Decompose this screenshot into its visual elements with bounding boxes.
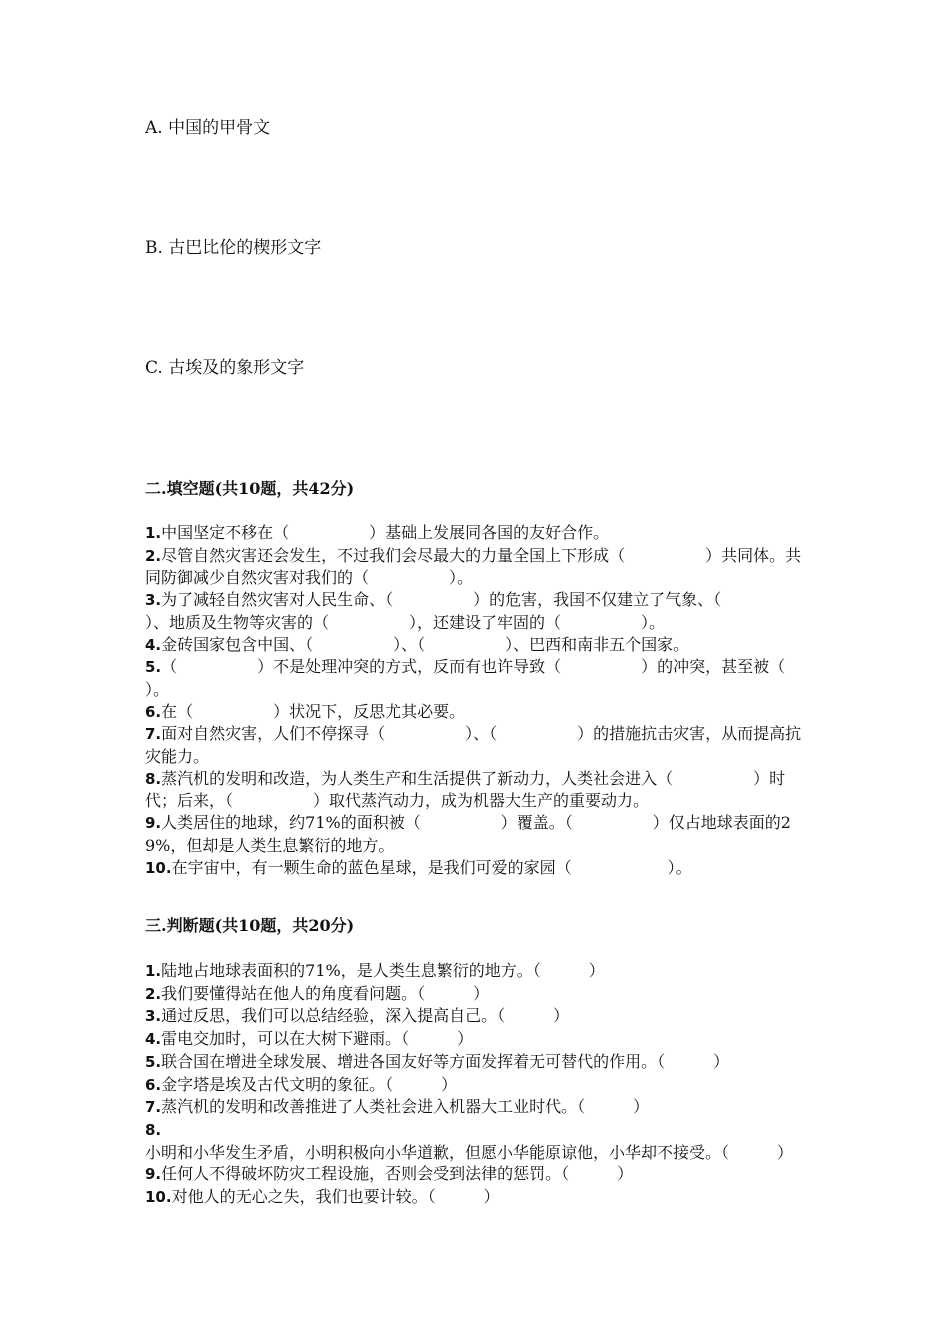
question-number: 7. [145,1098,162,1117]
question-number: 2. [145,546,162,565]
question-number: 5. [145,658,162,677]
true-false-question [145,960,805,983]
question-number: 8. [145,1120,162,1139]
question-text: 尽管自然灾害还会发生，不过我们会尽最大的力量全国上下形成（ ）共同体。共同防御减少自然灾害对我们的（ ）。 [145,545,802,588]
fill-blank-question [145,812,805,856]
fill-blank-question [145,656,866,700]
question-text: 为了减轻自然灾害对人民生命、（ ）的危害，我国不仅建立了气象、（ ）、地质及生物等灾害的（ ），还建设了牢固的（ ）。 [145,590,802,632]
question-number: 6. [145,1075,162,1094]
question-text: 人类居住的地球，约71%的面积被（ ）覆盖。（ ）仅占地球表面的29%，但却是人类生息繁衍的地方。 [145,813,791,855]
question-number: 9. [145,1165,162,1184]
true-false-question [145,1074,805,1097]
question-number: 7. [145,725,162,744]
true-false-question [145,1186,805,1209]
question-text: 联合国在增进全球发展、增进各国友好等方面发挥着无可替代的作用。（ ） [161,1051,730,1071]
true-false-question-list [145,960,805,1209]
question-text: 在（ ）状况下，反思尤其必要。 [161,701,466,721]
question-text: 任何人不得破坏防灾工程设施，否则会受到法律的惩罚。（ ） [161,1164,634,1184]
option-a: A. 中国的甲骨文 [145,118,271,138]
fill-blank-question [145,589,805,633]
question-number: 10. [145,858,172,877]
question-text: 小明和小华发生矛盾，小明积极向小华道歉，但愿小华能原谅他，小华却不接受。（ ） [145,1142,794,1162]
question-number: 5. [145,1052,162,1071]
question-number: 1. [145,962,162,980]
fill-blank-question [145,723,805,767]
question-text: 中国坚定不移在（ ）基础上发展同各国的友好合作。 [161,523,610,542]
fill-blank-question [145,634,805,657]
fill-blank-question [145,522,805,545]
option-c: C. 古埃及的象形文字 [145,358,305,378]
question-number: 8. [145,769,162,788]
question-text: 在宇宙中，有一颗生命的蓝色星球，是我们可爱的家园（ ）。 [171,857,692,877]
section-2-title: 二.填空题(共10题，共42分) [145,479,355,498]
fill-blank-question [145,768,805,812]
question-number: 3. [145,1007,162,1026]
true-false-question [145,1163,805,1186]
fill-blank-question [145,857,805,880]
question-text: 面对自然灾害，人们不停探寻（ ）、（ ）的措施抗击灾害，从而提高抗灾能力。 [145,724,802,767]
question-text: 通过反思，我们可以总结经验，深入提高自己。（ ） [161,1006,570,1026]
question-number: 2. [145,984,162,1003]
section-3-title: 三.判断题(共10题，共20分) [145,916,355,935]
question-text: 对他人的无心之失，我们也要计较。（ ） [171,1187,500,1207]
question-text: 蒸汽机的发明和改善推进了人类社会进入机器大工业时代。（ ） [161,1097,650,1117]
question-number: 1. [145,524,162,542]
question-text: 蒸汽机的发明和改造，为人类生产和生活提供了新动力，人类社会进入（ ）时代；后来，（ ）取代蒸汽动力，成为机器大生产的重要动力。 [145,768,786,811]
question-number: 4. [145,635,162,654]
true-false-question [145,1051,805,1074]
true-false-question [145,1096,805,1119]
question-text: 陆地占地球表面积的71%，是人类生息繁衍的地方。（ ） [161,961,605,980]
question-text: 雷电交加时，可以在大树下避雨。（ ） [161,1029,474,1049]
question-number: 3. [145,591,162,610]
question-text: 我们要懂得站在他人的角度看问题。（ ） [161,983,490,1003]
question-text: 金字塔是埃及古代文明的象征。（ ） [161,1074,458,1094]
fill-blank-question [145,545,805,589]
fill-blank-question-list [145,522,866,879]
option-b: B. 古巴比伦的楔形文字 [145,238,322,258]
fill-blank-question [145,701,805,724]
true-false-question [145,1028,805,1051]
question-number: 10. [145,1188,172,1207]
question-number: 4. [145,1030,162,1049]
question-number: 6. [145,702,162,721]
true-false-question [145,1119,805,1163]
question-text: （ ）不是处理冲突的方式，反而有也许导致（ ）的冲突，甚至被（ ）。 [145,657,866,699]
question-number: 9. [145,814,162,833]
true-false-question [145,1005,805,1028]
question-text: 金砖国家包含中国、（ ）、（ ）、巴西和南非五个国家。 [161,634,690,654]
true-false-question [145,983,805,1006]
